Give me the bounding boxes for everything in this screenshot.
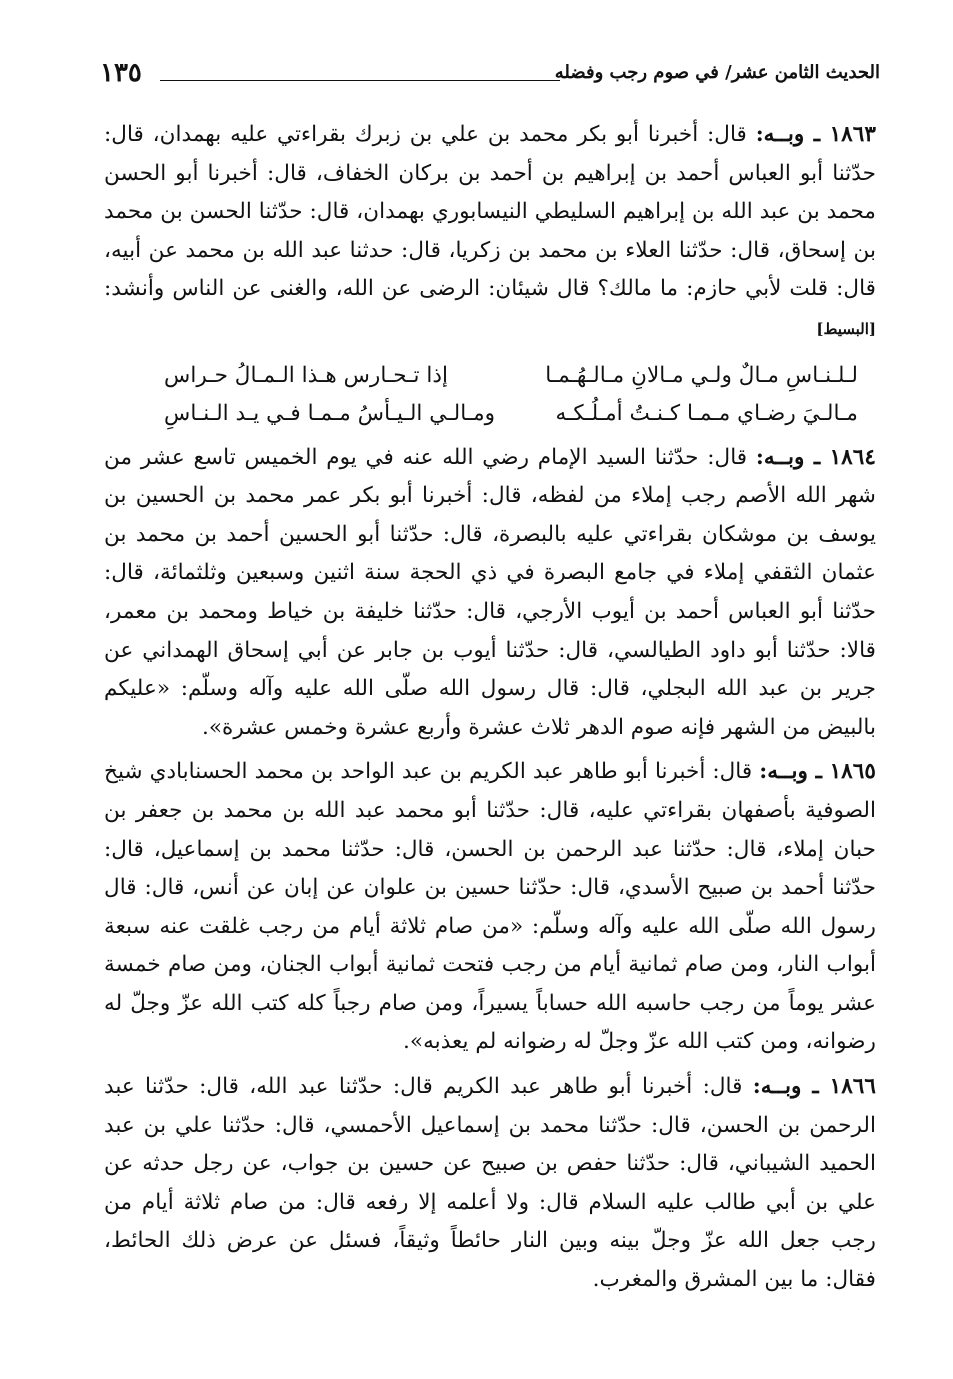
text-line: قال: أخبرنا أبو طاهر عبد الكريم قال: حدّثنا عبد الله، قال: (199, 1074, 743, 1100)
hadith-1866 (104, 1068, 876, 1300)
text-line: عن الله، والغنى عن الناس وأنشد: (104, 276, 412, 302)
text-line: حدّثنا الحسن بن محمد بن إسحاق، قال: حدّثنا العلاء بن محمد بن زكريا، قال: (104, 199, 876, 263)
text-line: الحسنابادي شيخ الصوفية بأصفهان بقراءتي عليه، قال: حدّثنا أبو محمد عبد الله بن (104, 759, 876, 823)
verse-second-hemistich: ومـالـي الـيـأسُ مـمـا فـي يـد الـنـاسِ (164, 400, 496, 426)
text-line: محمد بن إسماعيل، قال: حدّثنا أحمد بن صبيح الأسدي، قال: حدّثنا حسين بن علوان (104, 836, 876, 901)
text-line: رجل حدثه عن علي بن أبي طالب عليه السلام قال: ولا أعلمه إلا رفعه قال: من صام (104, 1151, 876, 1215)
text-line: محمد بن جعفر بن حبان إملاء، قال: حدّثنا عبد الرحمن بن الحسن، قال: حدّثنا (104, 797, 876, 862)
hadith-1865 (104, 753, 876, 1062)
text-line: أبواب الجنان، ومن صام خمسة عشر يوماً من رجب حاسبه الله حساباً يسيراً، ومن صام (104, 952, 877, 1016)
text-line: أخبرنا أبو الحسن محمد بن عبد الله بن إبراهيم السليطي النيسابوري بهمدان، قال: (104, 160, 876, 225)
hadith-1863 (104, 116, 876, 349)
poem-verse (104, 395, 876, 433)
hadith-number: ١٨٦٦ ـ وبــه: (752, 1074, 877, 1100)
text-line: عن إبان عن أنس، قال: قال رسول الله صلّى الله عليه وآله وسلّم: «من صام ثلاثة أيام (104, 875, 876, 939)
page-body (104, 116, 876, 1306)
text-line: الحائط، فقال: ما بين المشرق والمغرب. (104, 1228, 876, 1293)
text-line: قال: أخبرنا أبو بكر محمد بن علي بن زبرك بقراءتي عليه (230, 122, 747, 147)
hadith-number: ١٨٦٤ ـ وبــه: (755, 444, 876, 470)
verse-second-hemistich: إذا تـحـارس هـذا الـمـالُ حـراس (164, 362, 449, 388)
text-line: أبو العباس أحمد بن أيوب الأرجي، قال: حدّثنا خليفة بن خياط ومحمد بن معمر، قالا: (104, 598, 876, 663)
text-line: قال: حدّثنا السيد الإمام رضي الله عنه في يوم الخميس تاسع عشر (140, 444, 748, 470)
meter-label: [البسيط] (816, 319, 876, 338)
text-line: حدّثنا أبو داود الطيالسي، قال: حدّثنا أيوب بن جابر عن أبي إسحاق الهمداني عن (104, 637, 831, 663)
text-line: يوسف بن موشكان بقراءتي عليه بالبصرة، قال: حدّثنا أبو الحسين أحمد بن محمد بن (104, 521, 876, 547)
page-number: ١٣٥ (100, 58, 142, 88)
text-line: جرير بن عبد الله البجلي، قال: قال رسول الله صلّى الله عليه وآله وسلّم: «عليكم بالبيض (104, 676, 876, 740)
hadith-number: ١٨٦٥ ـ وبــه: (759, 759, 876, 785)
text-line: حدثنا عبد الله بن محمد عن أبيه، قال: قلت لأبي حازم: ما مالك؟ قال شيئان: الرضى (104, 237, 876, 302)
poem (104, 357, 876, 433)
poem-verse (104, 357, 876, 395)
verse-first-hemistich: مـالـيَ رضـاي مـمـا كـنـتُ أمـلُـكـه (555, 400, 858, 426)
text-line: قال: أخبرنا أبو طاهر عبد الكريم بن عبد الواحد بن محمد (254, 759, 753, 785)
text-line: من شهر الله الأصم رجب إملاء من لفظه، قال: أخبرنا أبو بكر عمر محمد بن الحسين بن (104, 444, 876, 509)
text-line: من الشهر فإنه صوم الدهر ثلاث عشرة وأربع عشرة وخمس عشرة». (201, 714, 811, 740)
text-line: عثمان الثقفي إملاء في جامع البصرة في ذي الحجة سنة اثنين وسبعين وثلثمائة، قال: حدّثنا (104, 560, 876, 624)
verse-first-hemistich: لـلـنـاسِ مـالٌ ولـي مـالانِ مـالـهُـمـا (545, 362, 858, 388)
running-header (100, 58, 880, 98)
text-line: رجباً كله كتب الله عزّ وجلّ له رضوانه، ومن كتب الله عزّ وجلّ له رضوانه لم يعذبه». (104, 990, 876, 1055)
header-rule (160, 80, 560, 81)
text-line: من رجب غلقت عنه سبعة أبواب النار، ومن صام ثمانية أيام من رجب فتحت ثمانية (104, 913, 876, 978)
text-line: بهمدان، قال: حدّثنا أبو العباس أحمد بن إبراهيم بن أحمد بن بركان الخفاف، قال: (104, 122, 876, 186)
hadith-1864 (104, 439, 876, 748)
text-line: علي بن عبد الحميد الشيباني، قال: حدّثنا حفص بن صبيح عن حسين بن جواب، عن (104, 1112, 876, 1177)
text-line: حدّثنا عبد الرحمن بن الحسن، قال: حدّثنا محمد بن إسماعيل الأحمسي، قال: حدّثنا (104, 1074, 876, 1138)
chapter-title: الحديث الثامن عشر/ في صوم رجب وفضله (554, 62, 880, 83)
hadith-number: ١٨٦٣ ـ وبــه: (755, 122, 876, 147)
text-line: ثلاثة أيام من رجب جعل الله عزّ وجلّ بينه وبين النار حائطاً وثيقاً، فسئل عن عرض ذلك (104, 1189, 876, 1254)
